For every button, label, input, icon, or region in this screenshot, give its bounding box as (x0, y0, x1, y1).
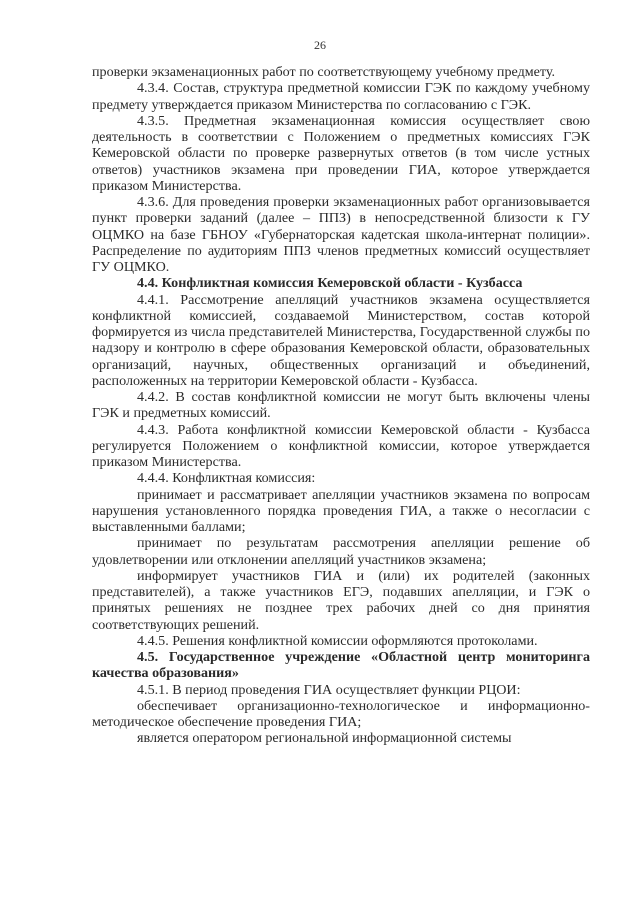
paragraph-4-4-3: 4.4.3. Работа конфликтной комиссии Кемеровской области - Кузбасса регулируется Положением о конфликтной комиссии, которое утверждается приказом Министерства. (92, 421, 590, 470)
list-item-informs-participants: информирует участников ГИА и (или) их родителей (законных представителей), а также участников ЕГЭ, подавших апелляции, и ГЭК о принятых решениях не позднее трех рабочих дней со дня принятия соответствующих решений. (92, 567, 590, 633)
page-number: 26 (314, 38, 326, 52)
paragraph-4-3-6: 4.3.6. Для проведения проверки экзаменационных работ организовывается пункт проверки заданий (далее – ППЗ) в непосредственной близости к ГУ ОЦМКО на базе ГБНОУ «Губернаторская кадетская школа-интернат полиции». Распределение по аудиториям ППЗ членов предметных комиссий осуществляет ГУ ОЦМКО. (92, 194, 590, 275)
paragraph-continuation: проверки экзаменационных работ по соответствующему учебному предмету. (92, 64, 556, 80)
list-item-operator: является оператором региональной информационной системы (137, 730, 512, 747)
section-heading-4-5: 4.5. Государственное учреждение «Областной центр мониторинга качества образования» (92, 649, 590, 682)
paragraph-4-4-1: 4.4.1. Рассмотрение апелляций участников экзамена осуществляется конфликтной комиссией, создаваемой Министерством, состав которой формируется из числа представителей Министерства, Государственной службы по надзору и контролю в сфере образования Кемеровской области, образовательных организаций, научных, общественных организаций и объединений, расположенных на территории Кемеровской области - Кузбасса. (92, 291, 590, 389)
list-item-provides-support: обеспечивает организационно-технологическое и информационно-методическое обеспечение проведения ГИА; (92, 697, 590, 730)
paragraph-4-3-4: 4.3.4. Состав, структура предметной комиссии ГЭК по каждому учебному предмету утверждается приказом Министерства по согласованию с ГЭК. (92, 80, 590, 113)
paragraph-4-3-5: 4.3.5. Предметная экзаменационная комиссия осуществляет свою деятельность в соответствии с Положением о предметных комиссиях ГЭК Кемеровской области по проверке развернутых ответов (в том числе устных ответов) участников экзамена при проведении ГИА, которое утверждается приказом Министерства. (92, 112, 590, 194)
paragraph-4-4-4: 4.4.4. Конфликтная комиссия: (137, 470, 316, 487)
section-heading-4-4: 4.4. Конфликтная комиссия Кемеровской области - Кузбасса (137, 275, 523, 292)
paragraph-4-4-5: 4.4.5. Решения конфликтной комиссии оформляются протоколами. (137, 632, 538, 649)
document-body (92, 64, 590, 747)
list-item-decides-appeals: принимает по результатам рассмотрения апелляции решение об удовлетворении или отклонении апелляций участников экзамена; (92, 535, 590, 568)
list-item-accepts-appeals: принимает и рассматривает апелляции участников экзамена по вопросам нарушения установленного порядка проведения ГИА, а также о несогласии с выставленными баллами; (92, 486, 590, 535)
paragraph-4-4-2: 4.4.2. В состав конфликтной комиссии не могут быть включены члены ГЭК и предметных комиссий. (92, 389, 590, 422)
paragraph-4-5-1: 4.5.1. В период проведения ГИА осуществляет функции РЦОИ: (137, 681, 521, 698)
